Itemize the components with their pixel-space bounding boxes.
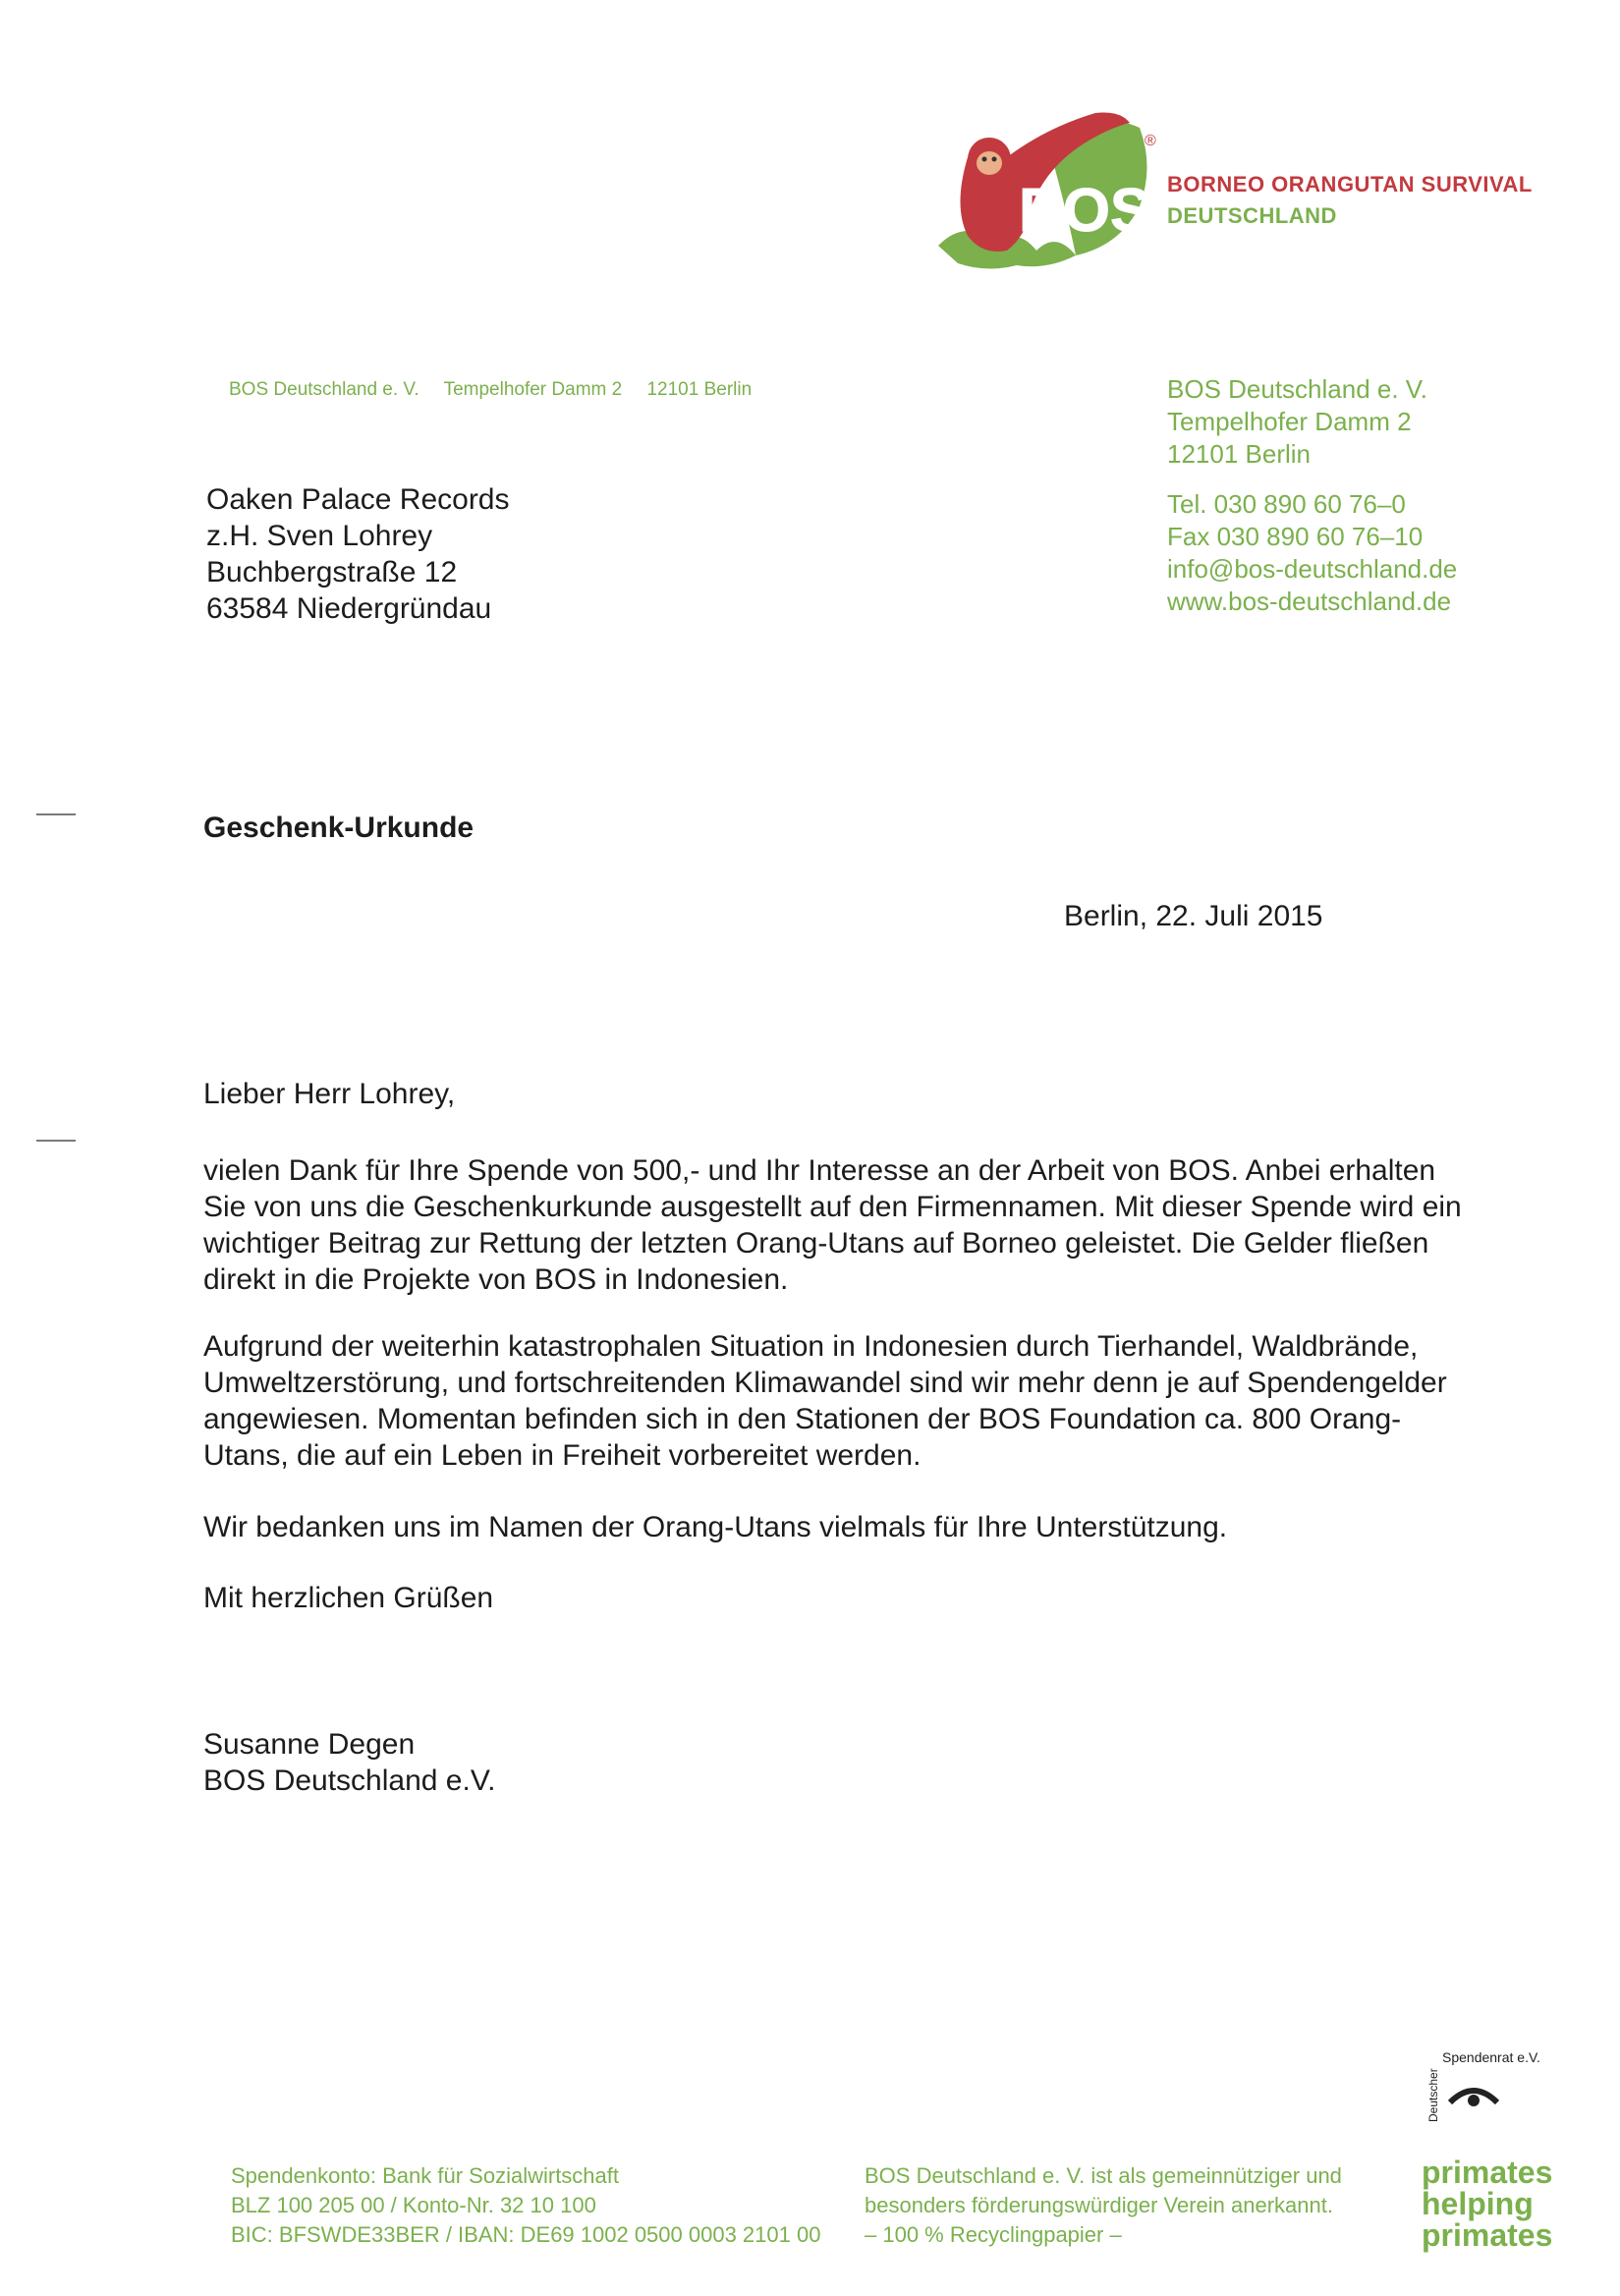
return-address-line bbox=[229, 379, 771, 401]
sender-fax: Fax 030 890 60 76–10 bbox=[1167, 522, 1424, 551]
legal-line-2: besonders förderungswürdiger Verein anerkannt. bbox=[865, 2193, 1333, 2217]
return-address-name: BOS Deutschland e. V. bbox=[229, 379, 419, 400]
bos-orangutan-logo bbox=[928, 98, 1164, 275]
return-address-city: 12101 Berlin bbox=[646, 379, 753, 400]
sender-contact-block bbox=[1167, 373, 1457, 618]
sender-web: www.bos-deutschland.de bbox=[1167, 587, 1452, 616]
org-name-line1: BORNEO ORANGUTAN SURVIVAL bbox=[1167, 172, 1533, 196]
recipient-address bbox=[206, 481, 510, 627]
legal-line-1: BOS Deutschland e. V. ist als gemeinnütziger und bbox=[865, 2163, 1342, 2188]
svg-text:helping: helping bbox=[1422, 2186, 1534, 2221]
letter-date: Berlin, 22. Juli 2015 bbox=[1064, 900, 1323, 932]
bank-line-2: BLZ 100 205 00 / Konto-Nr. 32 10 100 bbox=[231, 2193, 596, 2217]
letter-paragraph-3: Wir bedanken uns im Namen der Orang-Utans vielmals für Ihre Unterstützung. bbox=[203, 1511, 1228, 1543]
letter-closing: Mit herzlichen Grüßen bbox=[203, 1582, 494, 1614]
signature-block bbox=[203, 1726, 495, 1799]
svg-text:primates: primates bbox=[1422, 2217, 1553, 2253]
footer-legal-notice bbox=[865, 2161, 1342, 2250]
sender-street: Tempelhofer Damm 2 bbox=[1167, 407, 1412, 436]
return-address-street: Tempelhofer Damm 2 bbox=[443, 379, 623, 400]
recipient-attn: z.H. Sven Lohrey bbox=[206, 520, 433, 552]
spendenrat-seal-icon bbox=[1444, 2075, 1503, 2114]
svg-text:primates: primates bbox=[1422, 2155, 1553, 2190]
spendenrat-vertical-label: Deutscher bbox=[1426, 2068, 1440, 2122]
recipient-city: 63584 Niedergründau bbox=[206, 592, 492, 625]
logo-mark-text: BOS bbox=[1019, 177, 1151, 245]
letter-paragraph-1: vielen Dank für Ihre Spende von 500,- und Ihr Interesse an der Arbeit von BOS. Anbei erhalten Sie von uns die Geschenkurkunde ausgestellt auf den Firmennamen. Mit dieser Spende wird ein wichtiger Beitrag zur Rettung der letzten Orang-Utans auf Borneo geleistet. Die Gelder fließen direkt in die Projekte von BOS in Indonesien. bbox=[203, 1154, 1462, 1296]
bank-line-3: BIC: BFSWDE33BER / IBAN: DE69 1002 0500 0003 2101 00 bbox=[231, 2222, 821, 2247]
sender-email: info@bos-deutschland.de bbox=[1167, 554, 1458, 584]
legal-line-3: – 100 % Recyclingpapier – bbox=[865, 2222, 1122, 2247]
sender-tel: Tel. 030 890 60 76–0 bbox=[1167, 489, 1406, 519]
letter-paragraph-2: Aufgrund der weiterhin katastrophalen Situation in Indonesien durch Tierhandel, Waldbrände, Umweltzerstörung, und fortschreitenden Klimawandel sind wir mehr denn je auf Spendengelder angewiesen. Momentan befinden sich in den Stationen der BOS Foundation ca. 800 Orang-Utans, die auf ein Leben in Freiheit vorbereitet werden. bbox=[203, 1330, 1447, 1472]
org-name-block bbox=[1167, 169, 1533, 232]
recipient-street: Buchbergstraße 12 bbox=[206, 556, 458, 588]
letter-subject: Geschenk-Urkunde bbox=[203, 812, 475, 844]
recipient-company: Oaken Palace Records bbox=[206, 483, 510, 516]
letter-salutation: Lieber Herr Lohrey, bbox=[203, 1078, 456, 1110]
logo-registered-mark: ® bbox=[1145, 133, 1156, 149]
spendenrat-label: Spendenrat e.V. bbox=[1442, 2049, 1540, 2065]
footer-bank-details bbox=[231, 2161, 820, 2250]
fold-mark-punch bbox=[36, 1140, 76, 1142]
signer-org: BOS Deutschland e.V. bbox=[203, 1764, 496, 1797]
signer-name: Susanne Degen bbox=[203, 1728, 416, 1761]
fold-mark-top bbox=[36, 813, 76, 815]
primates-helping-primates-logo bbox=[1422, 2152, 1559, 2260]
sender-city: 12101 Berlin bbox=[1167, 439, 1311, 469]
bank-line-1: Spendenkonto: Bank für Sozialwirtschaft bbox=[231, 2163, 620, 2188]
sender-name: BOS Deutschland e. V. bbox=[1167, 374, 1427, 404]
org-name-line2: DEUTSCHLAND bbox=[1167, 203, 1337, 228]
